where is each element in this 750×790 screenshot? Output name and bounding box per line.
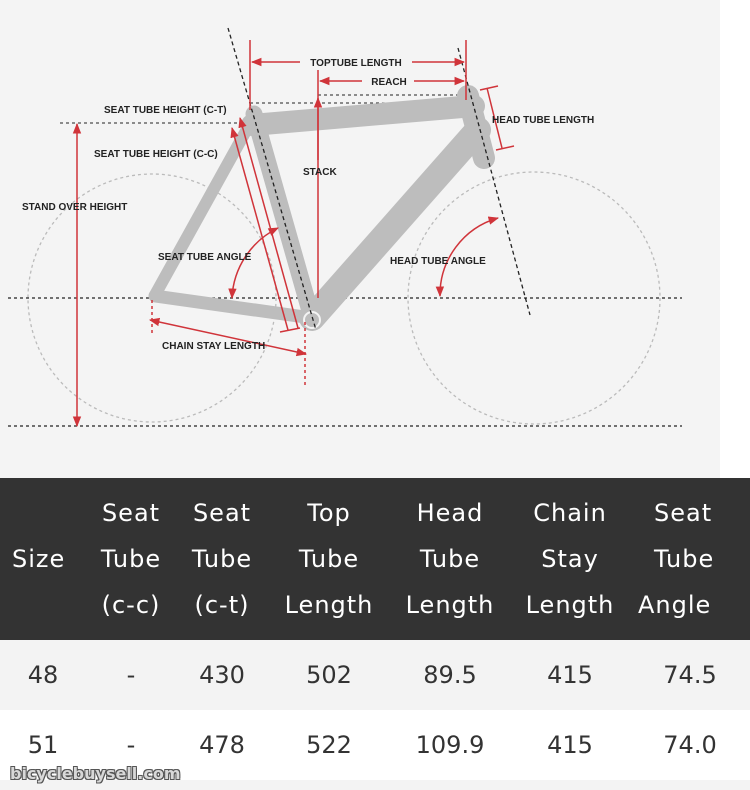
cell-chain-stay-length: 415 (510, 640, 630, 710)
bottom-bracket (304, 312, 320, 328)
cell-seat-tube-ct: 478 (176, 710, 268, 780)
cell-top-tube-length: 502 (268, 640, 390, 710)
label-chain-stay-length: CHAIN STAY LENGTH (162, 341, 266, 352)
head-tube (468, 96, 484, 158)
header-seat-tube-angle: Seat Tube Angle (630, 478, 750, 640)
label-head-tube-length: HEAD TUBE LENGTH (492, 115, 595, 126)
header-top-tube-length: Top Tube Length (268, 478, 390, 640)
cell-seat-tube-angle: 74.0 (630, 710, 750, 780)
label-stand-over-height: STAND OVER HEIGHT (22, 202, 128, 213)
header-seat-tube-ct: Seat Tube (c-t) (176, 478, 268, 640)
table-row (0, 640, 750, 710)
cell-size: 51 (0, 710, 86, 780)
seat-tube-axis (228, 28, 316, 330)
seat-tube-angle-arc (232, 228, 278, 298)
cell-chain-stay-length: 415 (510, 710, 630, 780)
label-stack: STACK (303, 167, 337, 178)
header-chain-stay-length: Chain Stay Length (510, 478, 630, 640)
top-tube (252, 106, 474, 125)
label-toptube-length: TOPTUBE LENGTH (310, 58, 402, 69)
header-seat-tube-cc: Seat Tube (c-c) (86, 478, 176, 640)
down-tube (312, 130, 478, 318)
cell-seat-tube-cc: - (86, 640, 176, 710)
cell-seat-tube-angle: 74.5 (630, 640, 750, 710)
header-head-tube-length: Head Tube Length (390, 478, 510, 640)
seat-tube (254, 114, 312, 318)
table-header-row (0, 478, 750, 640)
chain-stay (155, 296, 312, 318)
label-head-tube-angle: HEAD TUBE ANGLE (390, 256, 486, 267)
cell-head-tube-length: 89.5 (390, 640, 510, 710)
label-seat-tube-angle: SEAT TUBE ANGLE (158, 252, 252, 263)
bike-frame (155, 96, 484, 318)
cell-size: 48 (0, 640, 86, 710)
watermark: bicyclebuysell.com (10, 764, 181, 783)
label-reach: REACH (371, 77, 407, 88)
header-size: Size (0, 478, 86, 640)
cell-head-tube-length: 109.9 (390, 710, 510, 780)
cell-seat-tube-ct: 430 (176, 640, 268, 710)
cell-seat-tube-cc: - (86, 710, 176, 780)
cell-top-tube-length: 522 (268, 710, 390, 780)
geometry-table (0, 478, 750, 790)
label-seat-tube-height-cc: SEAT TUBE HEIGHT (C-C) (94, 149, 218, 160)
label-seat-tube-height-ct: SEAT TUBE HEIGHT (C-T) (104, 105, 227, 116)
geometry-table-wrap (0, 478, 750, 790)
